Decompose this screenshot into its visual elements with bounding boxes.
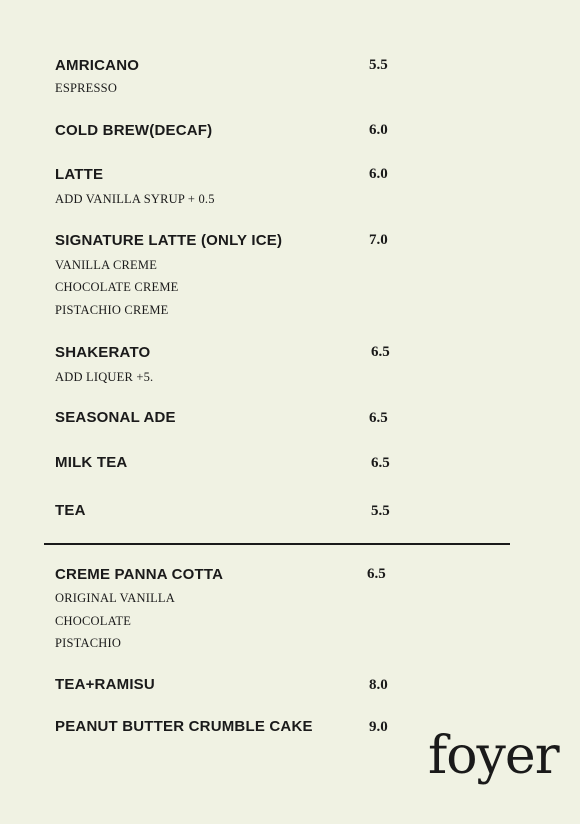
brand-logo: foyer: [428, 726, 559, 786]
menu-item-name: SEASONAL ADE: [55, 409, 176, 426]
menu-item-price: 5.5: [371, 503, 390, 519]
menu-item-name: COLD BREW(DECAF): [55, 122, 213, 139]
menu-item-price: 6.5: [371, 344, 390, 360]
menu-item-name: TEA+RAMISU: [55, 676, 155, 693]
menu-item-name: SIGNATURE LATTE (ONLY ICE): [55, 232, 283, 249]
section-divider: [44, 543, 510, 545]
menu-item-option: PISTACHIO CREME: [55, 303, 169, 317]
menu-item-name: SHAKERATO: [55, 344, 151, 361]
menu-item-price: 6.0: [369, 122, 388, 138]
menu-item-option: VANILLA CREME: [55, 258, 158, 272]
menu-item-price: 6.5: [371, 455, 390, 471]
menu-item-price: 8.0: [369, 677, 388, 693]
menu-item-price: 5.5: [369, 57, 388, 73]
menu-item-name: AMRICANO: [55, 57, 140, 74]
menu-item-name: LATTE: [55, 166, 104, 183]
menu-item-option: ESPRESSO: [55, 81, 118, 95]
menu-item-option: ADD LIQUER +5.: [55, 370, 154, 384]
menu-item-option: CHOCOLATE: [55, 614, 132, 628]
menu-item-option: PISTACHIO: [55, 636, 122, 650]
menu-item-name: MILK TEA: [55, 454, 128, 471]
menu-item-name: TEA: [55, 502, 86, 519]
menu-item-name: PEANUT BUTTER CRUMBLE CAKE: [55, 718, 313, 735]
menu-item-price: 6.5: [369, 410, 388, 426]
menu-item-option: ORIGINAL VANILLA: [55, 591, 175, 605]
menu-item-option: CHOCOLATE CREME: [55, 280, 179, 294]
menu-item-price: 6.0: [369, 166, 388, 182]
menu-item-price: 7.0: [369, 232, 388, 248]
menu-item-name: CREME PANNA COTTA: [55, 566, 224, 583]
menu-item-price: 6.5: [367, 566, 386, 582]
menu-item-option: ADD VANILLA SYRUP + 0.5: [55, 192, 215, 206]
menu-item-price: 9.0: [369, 719, 388, 735]
